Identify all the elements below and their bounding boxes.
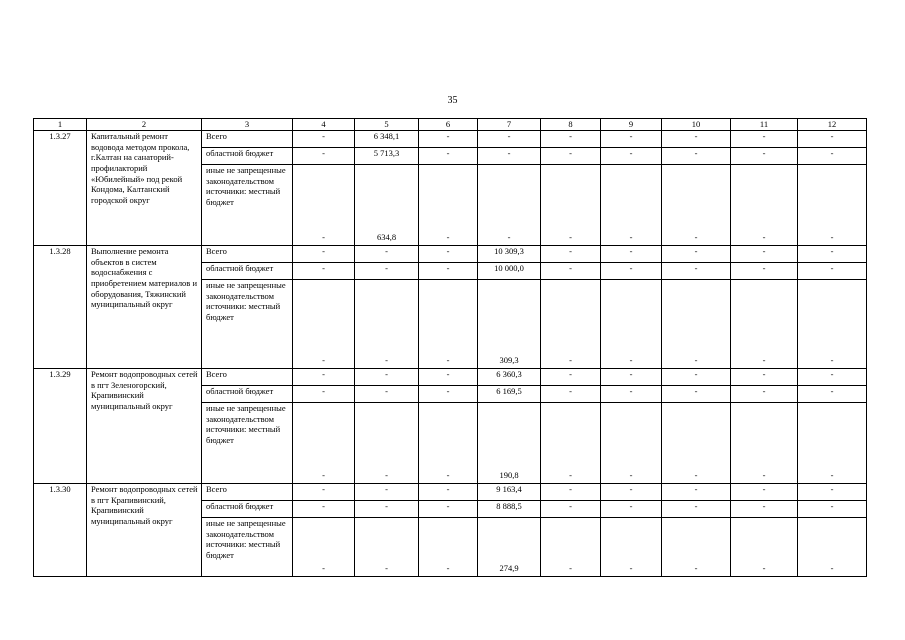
amount-cell: - (601, 403, 662, 484)
amount-cell: - (731, 369, 798, 386)
amount-cell: - (355, 484, 419, 501)
amount-cell: - (731, 131, 798, 148)
amount-cell: 274,9 (478, 518, 541, 577)
amount-cell: - (541, 484, 601, 501)
amount-cell: 6 169,5 (478, 386, 541, 403)
amount-cell: - (541, 369, 601, 386)
amount-cell: - (355, 518, 419, 577)
amount-cell: - (355, 386, 419, 403)
amount-cell: - (798, 246, 867, 263)
amount-cell: - (731, 280, 798, 369)
amount-cell: 8 888,5 (478, 501, 541, 518)
amount-cell: - (662, 165, 731, 246)
funding-source: Всего (202, 246, 293, 263)
amount-cell: - (798, 369, 867, 386)
amount-cell: - (798, 501, 867, 518)
amount-cell: - (662, 148, 731, 165)
amount-cell: 5 713,3 (355, 148, 419, 165)
amount-cell: - (798, 165, 867, 246)
amount-cell: - (731, 148, 798, 165)
amount-cell: - (662, 518, 731, 577)
item-number: 1.3.28 (34, 246, 87, 369)
amount-cell: - (355, 263, 419, 280)
amount-cell: - (601, 484, 662, 501)
amount-cell: - (419, 246, 478, 263)
amount-cell: - (541, 131, 601, 148)
amount-cell: - (293, 369, 355, 386)
item-name: Выполнение ремонта объектов в систем водоснабжения с приобретением материалов и оборудования, Тяжинский муниципальный округ (87, 246, 202, 369)
column-number: 10 (662, 119, 731, 131)
amount-cell: - (293, 403, 355, 484)
amount-cell: - (419, 403, 478, 484)
amount-cell: - (293, 386, 355, 403)
amount-cell: - (601, 165, 662, 246)
amount-cell: - (293, 501, 355, 518)
amount-cell: - (731, 263, 798, 280)
amount-cell: - (355, 280, 419, 369)
column-number: 6 (419, 119, 478, 131)
item-name: Ремонт водопроводных сетей в пгт Зеленогорский, Крапивинский муниципальный округ (87, 369, 202, 484)
column-number: 4 (293, 119, 355, 131)
amount-cell: - (478, 165, 541, 246)
amount-cell: 10 309,3 (478, 246, 541, 263)
amount-cell: - (419, 165, 478, 246)
table-row (34, 131, 867, 148)
funding-source: областной бюджет (202, 148, 293, 165)
amount-cell: 190,8 (478, 403, 541, 484)
amount-cell: - (601, 246, 662, 263)
amount-cell: - (419, 148, 478, 165)
amount-cell: - (601, 131, 662, 148)
amount-cell: - (293, 148, 355, 165)
amount-cell: - (541, 263, 601, 280)
amount-cell: - (662, 131, 731, 148)
amount-cell: - (419, 369, 478, 386)
amount-cell: - (541, 280, 601, 369)
amount-cell: - (662, 403, 731, 484)
funding-source: Всего (202, 369, 293, 386)
column-number: 7 (478, 119, 541, 131)
funding-source: Всего (202, 131, 293, 148)
amount-cell: - (662, 386, 731, 403)
amount-cell: - (419, 263, 478, 280)
amount-cell: - (731, 518, 798, 577)
amount-cell: - (798, 518, 867, 577)
budget-table (33, 118, 867, 577)
item-number: 1.3.29 (34, 369, 87, 484)
column-number: 2 (87, 119, 202, 131)
amount-cell: - (731, 246, 798, 263)
amount-cell: - (419, 518, 478, 577)
amount-cell: 309,3 (478, 280, 541, 369)
amount-cell: - (731, 403, 798, 484)
amount-cell: - (478, 131, 541, 148)
amount-cell: - (601, 148, 662, 165)
table-row (34, 369, 867, 386)
column-number: 3 (202, 119, 293, 131)
funding-source: иные не запрещенные законодательством источники: местный бюджет (202, 280, 293, 369)
column-number: 8 (541, 119, 601, 131)
amount-cell: - (798, 386, 867, 403)
amount-cell: 6 348,1 (355, 131, 419, 148)
amount-cell: - (293, 246, 355, 263)
amount-cell: - (601, 263, 662, 280)
amount-cell: - (541, 403, 601, 484)
amount-cell: 634,8 (355, 165, 419, 246)
amount-cell: - (293, 518, 355, 577)
table-row (34, 246, 867, 263)
table-row (34, 484, 867, 501)
amount-cell: - (419, 131, 478, 148)
column-number: 12 (798, 119, 867, 131)
amount-cell: - (541, 148, 601, 165)
amount-cell: - (541, 501, 601, 518)
amount-cell: - (419, 280, 478, 369)
header-row (34, 119, 867, 131)
amount-cell: - (355, 403, 419, 484)
amount-cell: - (355, 369, 419, 386)
amount-cell: - (601, 369, 662, 386)
amount-cell: - (798, 280, 867, 369)
amount-cell: - (662, 501, 731, 518)
amount-cell: - (355, 501, 419, 518)
amount-cell: - (293, 484, 355, 501)
amount-cell: - (293, 280, 355, 369)
item-number: 1.3.30 (34, 484, 87, 577)
amount-cell: - (662, 369, 731, 386)
amount-cell: - (662, 263, 731, 280)
amount-cell: - (601, 386, 662, 403)
amount-cell: - (731, 386, 798, 403)
amount-cell: - (662, 246, 731, 263)
funding-source: иные не запрещенные законодательством источники: местный бюджет (202, 518, 293, 577)
funding-source: иные не запрещенные законодательством источники: местный бюджет (202, 403, 293, 484)
funding-source: областной бюджет (202, 386, 293, 403)
column-number: 9 (601, 119, 662, 131)
amount-cell: - (601, 501, 662, 518)
amount-cell: - (662, 280, 731, 369)
amount-cell: - (798, 263, 867, 280)
column-number: 1 (34, 119, 87, 131)
amount-cell: - (731, 165, 798, 246)
amount-cell: - (419, 484, 478, 501)
column-number: 11 (731, 119, 798, 131)
amount-cell: - (541, 518, 601, 577)
amount-cell: - (541, 246, 601, 263)
item-name: Ремонт водопроводных сетей в пгт Крапивинский, Крапивинский муниципальный округ (87, 484, 202, 577)
item-number: 1.3.27 (34, 131, 87, 246)
amount-cell: - (601, 280, 662, 369)
amount-cell: - (662, 484, 731, 501)
item-name: Капитальный ремонт водовода методом прокола, г.Калтан на санаторий-профилакторий «Юбилейный» под рекой Кондома, Калтанский городской округ (87, 131, 202, 246)
column-number: 5 (355, 119, 419, 131)
page-number: 35 (447, 95, 458, 106)
funding-source: иные не запрещенные законодательством источники: местный бюджет (202, 165, 293, 246)
funding-source: областной бюджет (202, 263, 293, 280)
amount-cell: - (798, 148, 867, 165)
amount-cell: - (601, 518, 662, 577)
amount-cell: - (293, 131, 355, 148)
amount-cell: - (798, 484, 867, 501)
amount-cell: 10 000,0 (478, 263, 541, 280)
amount-cell: - (355, 246, 419, 263)
amount-cell: - (541, 165, 601, 246)
amount-cell: 6 360,3 (478, 369, 541, 386)
funding-source: областной бюджет (202, 501, 293, 518)
amount-cell: - (731, 501, 798, 518)
amount-cell: - (731, 484, 798, 501)
amount-cell: - (541, 386, 601, 403)
amount-cell: - (478, 148, 541, 165)
amount-cell: - (293, 165, 355, 246)
amount-cell: - (798, 131, 867, 148)
amount-cell: - (419, 386, 478, 403)
amount-cell: - (293, 263, 355, 280)
amount-cell: 9 163,4 (478, 484, 541, 501)
amount-cell: - (798, 403, 867, 484)
amount-cell: - (419, 501, 478, 518)
funding-source: Всего (202, 484, 293, 501)
